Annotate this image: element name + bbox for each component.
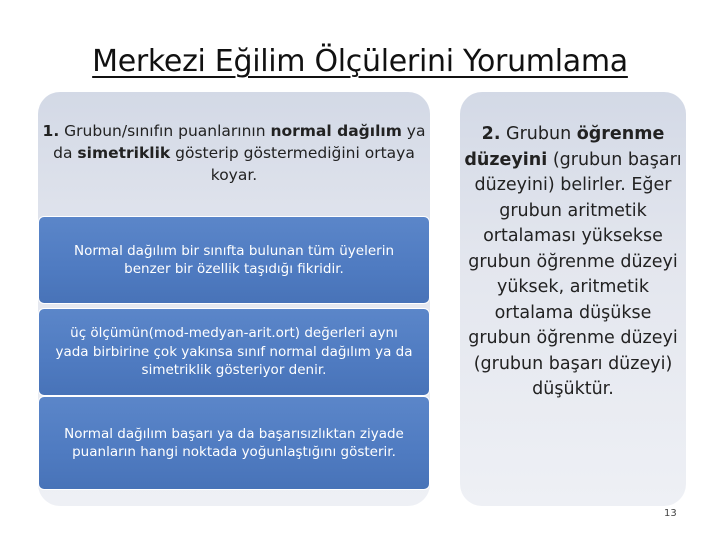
normal-distribution-panel: [38, 92, 430, 506]
heading-bold-symmetry: simetriklik: [77, 144, 171, 162]
heading-text-mid: ya da: [53, 122, 426, 162]
right-text-pre: Grubun: [500, 124, 577, 144]
list-item: üç ölçümün(mod-medyan-arit.ort) değerleri aynı yada birbirine çok yakınsa sınıf normal dağılım ya da simetriklik gösteriyor denir.: [38, 308, 430, 396]
page-number: 13: [664, 508, 677, 519]
right-bold-learning-level: öğrenme düzeyini: [464, 124, 665, 170]
learning-level-panel: [460, 92, 686, 506]
right-text-post: (grubun başarı düzeyini) belirler. Eğer grubun aritmetik ortalaması yüksekse grubun öğrenme düzeyi yüksek, aritmetik ortalama düşükse grubun öğrenme düzeyi (grubun başarı düzeyi) düşüktür.: [468, 149, 682, 399]
heading-text-pre: Grubun/sınıfın puanlarının: [59, 122, 271, 140]
slide-title: Merkezi Eğilim Ölçülerini Yorumlama: [92, 44, 628, 79]
heading-bold-normal-distribution: normal dağılım: [270, 122, 402, 140]
heading-number: 1.: [42, 122, 60, 140]
learning-level-text: [464, 122, 682, 403]
panel-heading: [38, 120, 430, 186]
list-item: Normal dağılım başarı ya da başarısızlıktan ziyade puanların hangi noktada yoğunlaştığını gösterir.: [38, 396, 430, 490]
list-item: Normal dağılım bir sınıfta bulunan tüm üyelerin benzer bir özellik taşıdığı fikridir.: [38, 216, 430, 304]
heading-text-post: gösterip göstermediğini ortaya koyar.: [170, 144, 415, 184]
right-number: 2.: [481, 124, 501, 144]
